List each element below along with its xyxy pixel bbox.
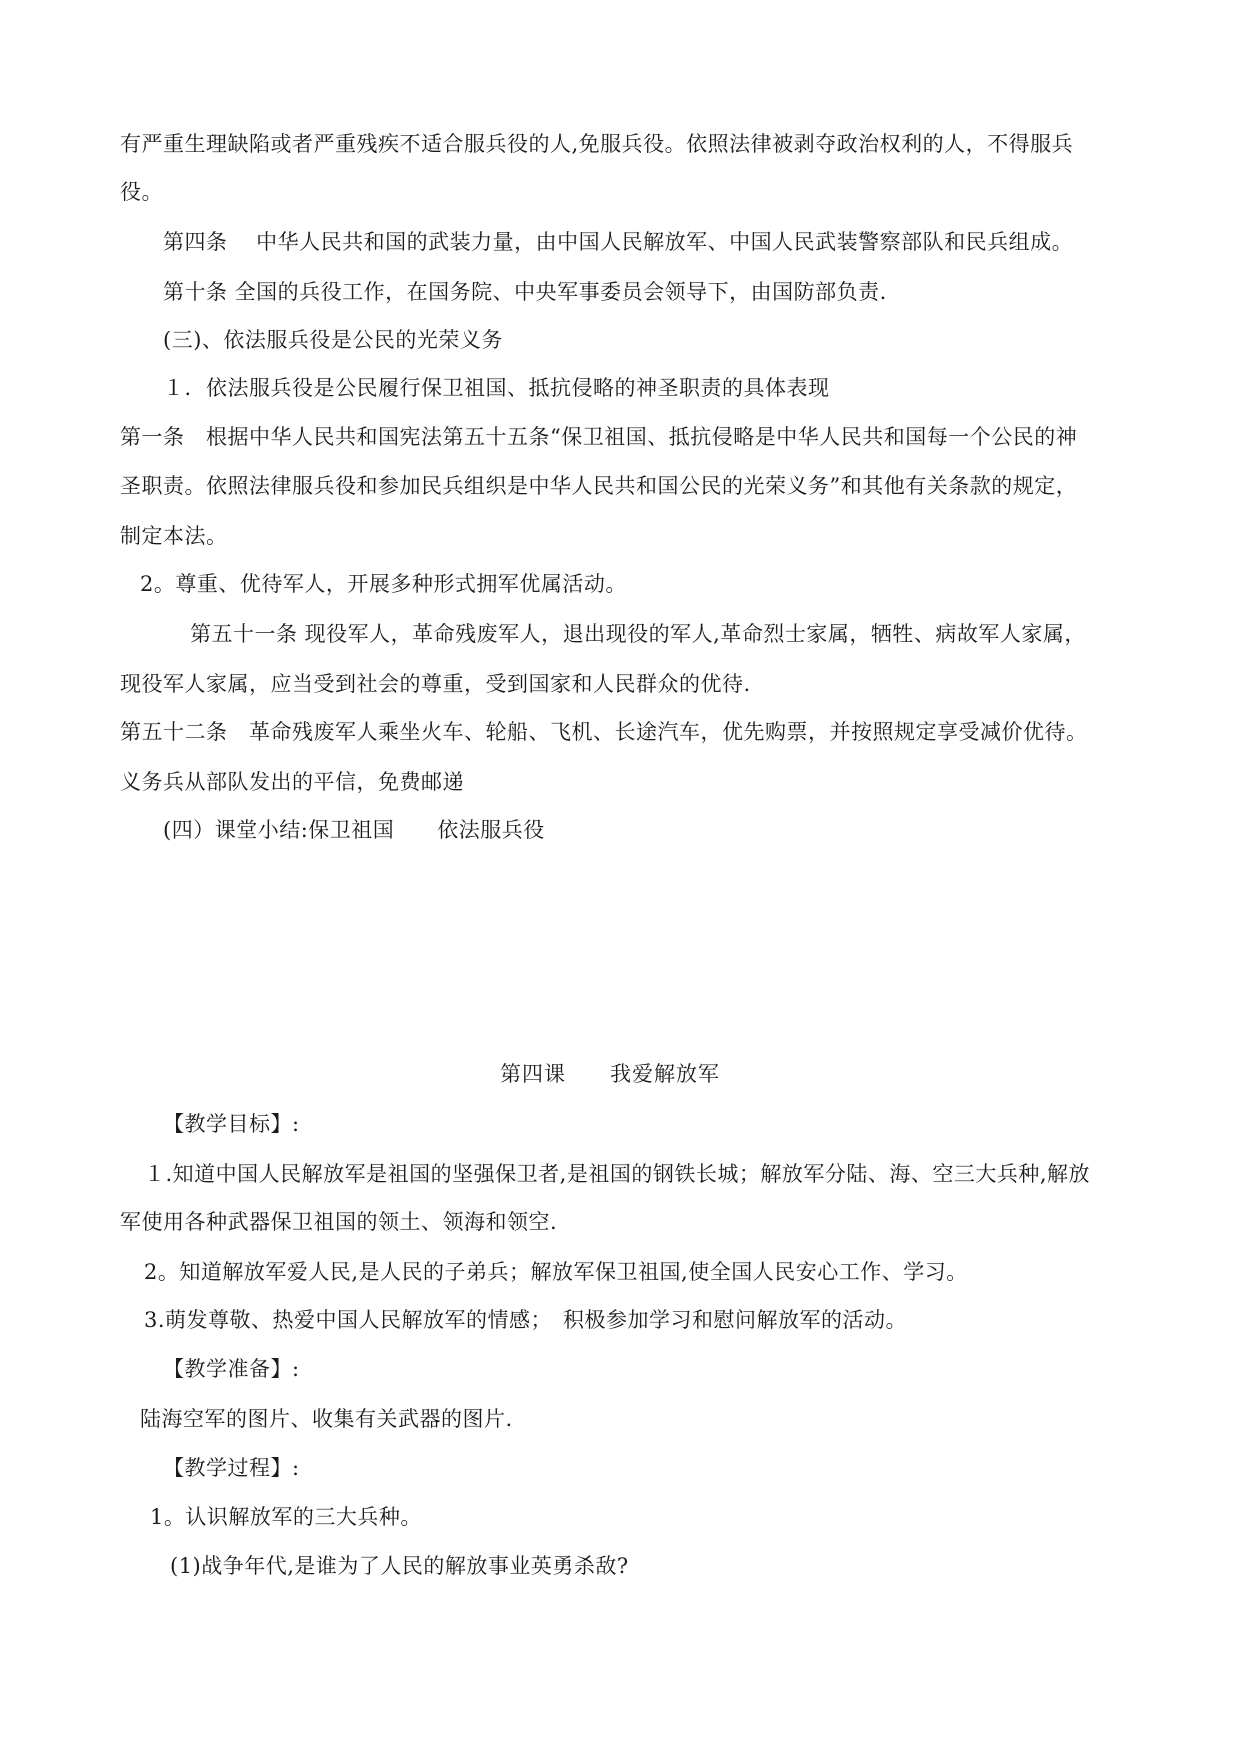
step-1: 1。认识解放军的三大兵种。	[150, 1505, 422, 1529]
article-51-line: 现役军人家属，应当受到社会的尊重，受到国家和人民群众的优待.	[120, 672, 751, 696]
goal-1-line: 军使用各种武器保卫祖国的领土、领海和领空.	[120, 1210, 558, 1234]
article-52-line: 第五十二条 革命残废军人乘坐火车、轮船、飞机、长途汽车，优先购票，并按照规定享受减价优待。	[120, 720, 1088, 744]
article-1-line: 制定本法。	[120, 524, 228, 548]
article-52-line: 义务兵从部队发出的平信，免费邮递	[120, 770, 464, 794]
goal-3: 3.萌发尊敬、热爱中国人民解放军的情感； 积极参加学习和慰问解放军的活动。	[144, 1308, 908, 1332]
article-10: 第十条 全国的兵役工作，在国务院、中央军事委员会领导下，由国防部负责.	[163, 280, 887, 304]
article-51-line: 第五十一条 现役军人，革命残废军人，退出现役的军人,革命烈士家属，牺牲、病故军人家属，	[190, 622, 1086, 646]
article-1-line: 第一条 根据中华人民共和国宪法第五十五条“保卫祖国、抵抗侵略是中华人民共和国每一个公民的神	[120, 425, 1078, 449]
question-1: (1)战争年代,是谁为了人民的解放事业英勇杀敌?	[170, 1554, 629, 1578]
prep-label: 【教学准备】:	[163, 1357, 300, 1381]
goal-1-line: １.知道中国人民解放军是祖国的坚强保卫者,是祖国的钢铁长城；解放军分陆、海、空三大兵种,解放	[144, 1162, 1091, 1186]
goals-label: 【教学目标】:	[163, 1112, 300, 1136]
point-2: 2。尊重、优待军人，开展多种形式拥军优属活动。	[140, 572, 627, 596]
paragraph-line: 有严重生理缺陷或者严重残疾不适合服兵役的人,免服兵役。依照法律被剥夺政治权利的人，不得服兵	[120, 132, 1074, 156]
prep-text: 陆海空军的图片、收集有关武器的图片.	[140, 1407, 513, 1431]
lesson-title: 第四课 我爱解放军	[500, 1062, 720, 1086]
article-4: 第四条 中华人民共和国的武装力量，由中国人民解放军、中国人民武装警察部队和民兵组成。	[163, 230, 1074, 254]
point-1: １．依法服兵役是公民履行保卫祖国、抵抗侵略的神圣职责的具体表现	[163, 376, 830, 400]
paragraph-line: 役。	[120, 180, 163, 204]
class-summary: (四）课堂小结:保卫祖国 依法服兵役	[163, 818, 545, 842]
process-label: 【教学过程】:	[163, 1456, 300, 1480]
goal-2: 2。知道解放军爱人民,是人民的子弟兵；解放军保卫祖国,使全国人民安心工作、学习。	[144, 1260, 968, 1284]
section-heading: (三)、依法服兵役是公民的光荣义务	[163, 328, 503, 352]
article-1-line: 圣职责。依照法律服兵役和参加民兵组织是中华人民共和国公民的光荣义务”和其他有关条款的规定，	[120, 474, 1078, 498]
